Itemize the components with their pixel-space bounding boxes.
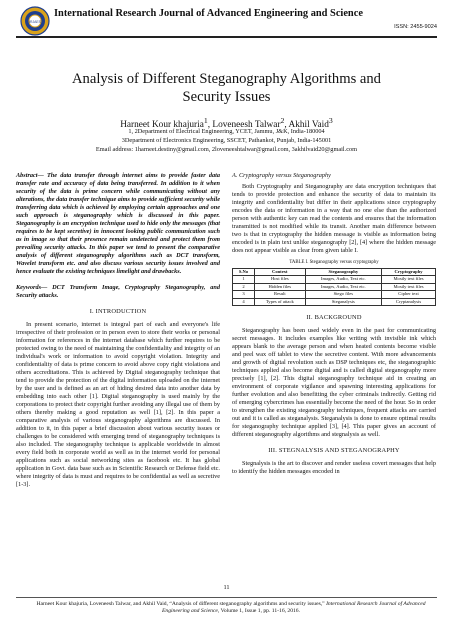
table-row	[233, 291, 436, 298]
affiliation-2: 3Department of Electronics Engineering, SSCET, Pathankot, Punjab, India-145001	[121, 137, 332, 144]
citation-text: Harneet Kour khajuria, Loveneesh Talwar, and Akhil Vaid, “Analysis of different steganography algorithms and security issues,”	[36, 601, 325, 607]
table-header-cell: Cryptography	[382, 269, 436, 276]
affiliation-1: 1, 2Department of Electrical Engineering, YCET, Jammu, J&K, India-180004	[128, 128, 325, 135]
comparison-table	[232, 268, 436, 306]
title-line-1: Analysis of Different Steganography Algorithms and	[72, 71, 381, 87]
logo-text: IRJAES	[29, 20, 41, 24]
author-2-name: Loveneesh Talwar	[212, 120, 281, 131]
table-cell: 4	[233, 298, 255, 305]
footer-rule	[16, 597, 437, 598]
table-cell: Images, Audio, Text etc.	[305, 283, 381, 290]
stegnalysis-paragraph: Stegnalysis is the art to discover and render useless covert messages that help to identify the hidden messages encoded in	[232, 460, 436, 476]
author-1-sup: 1	[203, 116, 208, 125]
table-cell: Images, Audio, Text etc.	[305, 276, 381, 283]
author-emails: Email address: 1harneet.destiny@gmail.com, 2loveneeshtalwar@gmail.com, 3akhilvaid20@gmail.com	[95, 146, 358, 153]
table-header-row	[233, 269, 436, 276]
right-column	[232, 172, 436, 476]
citation-tail: , Volume 1, Issue 1, pp. 11-16, 2016.	[217, 608, 300, 614]
author-3-name: Akhil Vaid	[288, 120, 329, 131]
table-row	[233, 276, 436, 283]
keywords	[16, 284, 220, 300]
table-cell: Mostly text files	[382, 276, 436, 283]
author-list: Harneet Kour khajuria$^1$, Loveneesh Talwar$^2$, Akhil Vaid$^3$	[120, 116, 333, 131]
paper-title	[0, 70, 453, 106]
table-cell: Types of attack	[254, 298, 305, 305]
header-rule	[16, 36, 437, 38]
introduction-paragraph: In present scenario, internet is integral part of each and everyone's life irrespective of their profession or in person even to store their works or personal information for references in the internet database which further requires to be protected owing to the need of maintaining the confidentiality and integrity of an individual's work or information to avoid copyright violation. Integrity and confidentiality of data is prime concern to avoid above copy right violations and others accreditations. This is achieved by Digital steganography technique that tend to provide the protection of the digital information uploaded on the internet by the user and is defined as an art of hiding desired data into another data by embedding into each other [1]. Digital steganography is used mainly by the corporations to protect their copyright further avoiding any illegal use of them by others thereby making a good reputation as well [1], [2]. In this paper a comparative analysis of various steganography algorithms are discussed. In addition to it, in this paper a brief discussion about various security issues or challenges to be considered with emerging trend of steganography techniques is also included. The steganography technique is applicable worldwide in almost every field both in corporate world as well as in the internet world for personal applications such as social networking sites as facebook etc. It has global application in Govt. data base such as in Scientific Research or Defense field etc. where integrity of data is must and requires to be confidential as well as secretive [1-3].	[16, 321, 220, 488]
author-3-sup: 3	[328, 116, 333, 125]
table-cell: Result	[254, 291, 305, 298]
section-heading-background: II. BACKGROUND	[306, 314, 362, 322]
left-column	[16, 172, 220, 489]
table-cell: Hidden files	[254, 283, 305, 290]
journal-masthead	[16, 4, 437, 46]
table-header-cell: Context	[254, 269, 305, 276]
table-cell: Stego files	[305, 291, 381, 298]
issn-number: ISSN: 2455-9024	[394, 24, 437, 30]
table-cell: Host files	[254, 276, 305, 283]
table-cell: Steganalysis	[305, 298, 381, 305]
section-heading-introduction: I. INTRODUCTION	[89, 308, 147, 315]
journal-logo-icon	[20, 6, 50, 36]
journal-name: International Research Journal of Advanced Engineering and Science	[54, 8, 363, 19]
author-2-sup: 2	[280, 116, 285, 125]
table-cell: Cipher text	[382, 291, 436, 298]
abstract-label: Abstract—	[16, 172, 44, 179]
table-cell: 1	[233, 276, 255, 283]
keywords-text: DCT Transform Image, Cryptography Steganography, and Security attacks.	[16, 284, 220, 299]
citation-journal: International Research Journal of Advanced Engineering and Science	[161, 601, 426, 614]
subsection-heading-crypto-vs-stego: A. Cryptography versus Steganography	[232, 172, 331, 179]
background-paragraph: Steganography has been used widely even in the past for communicating secret messages. It includes examples like writing with invisible ink which appears blank to the average person and when heated contents become visible and peel wax off tablet to view the secretive content. With more advancements and growth of digital revolution such as DSP techniques etc, the steganographic techniques applied also become digital and is called digital steganography more precisely [1], [2]. This digital steganography technique aid in creating an environment of corporate vigilance and spawning interesting applications for further evolution and also benefitting the cyber criminals indirectly. Getting rid of emerging cybercrimes has essentially become the need of the hour. So in order to strengthen the existing steganography techniques, frequent attacks are carried out and it is called as steganalysis. Steganalysis is done to ensure optimal results for steganography technique applied [3], [4]. This paper gives an account of different steganography algorithms and stegnalysis as well.	[232, 327, 436, 439]
table-header-cell: S.No	[233, 269, 255, 276]
section-heading-stegnalysis: III. STEGNALYSIS AND STEGANOGRAPHY	[268, 447, 400, 455]
table-cell: 2	[233, 283, 255, 290]
footer-citation	[36, 601, 426, 615]
crypto-vs-stego-paragraph: Both Cryptography and Steganography are data encryption techniques that tends to provide protection and enhance the security of data to maintain its integrity and confidentiality but differ in their applications since cryptography encodes the data or information in a way that no one else than the authorized person with authentic key can read the contents and ensures that the information transmitted is not modified while its transit. Another main difference between two is that in cryptography the hidden message is visible as information being encoded is in plain text unlike steganography [2], [4] where the hidden message does not appear visible as clear from given table I.	[232, 183, 436, 254]
abstract	[16, 172, 220, 276]
table-cell: 3	[233, 291, 255, 298]
author-1-name: Harneet Kour khajuria	[120, 120, 204, 131]
table-caption: TABLE I. Steganography versus cryptography	[289, 260, 379, 265]
table-header-cell: Steganography	[305, 269, 381, 276]
page-number: 11	[223, 584, 230, 591]
abstract-text: The data transfer through internet aims to provide faster data transfer rate and accuracy of data being transferred. In addition to it when security of the data is prime concern while communicating without any alterations, the data transfer technique aims to provide sufficient security while transferring data which is achieved by employing certain approaches and one such approach is steganography which is discussed in this paper. Steganography is an encryption technique used to hide only the messages (that requires to be kept secretive) in innocent looking public communication such as in image so that their presence remain undetected and protect them from prevailing security attacks. In this paper we tend to present the comparative analysis of different steganography algorithms such as DCT transform, Wavelet transform etc. and also discuss various security issues involved and hence evaluate the existing techniques limelight and drawbacks.	[16, 172, 220, 275]
table-row	[233, 283, 436, 290]
title-line-2: Security Issues	[182, 89, 271, 105]
table-cell: Cryptanalysis	[382, 298, 436, 305]
table-row	[233, 298, 436, 305]
keywords-label: Keywords—	[16, 284, 48, 291]
table-cell: Mostly text files	[382, 283, 436, 290]
